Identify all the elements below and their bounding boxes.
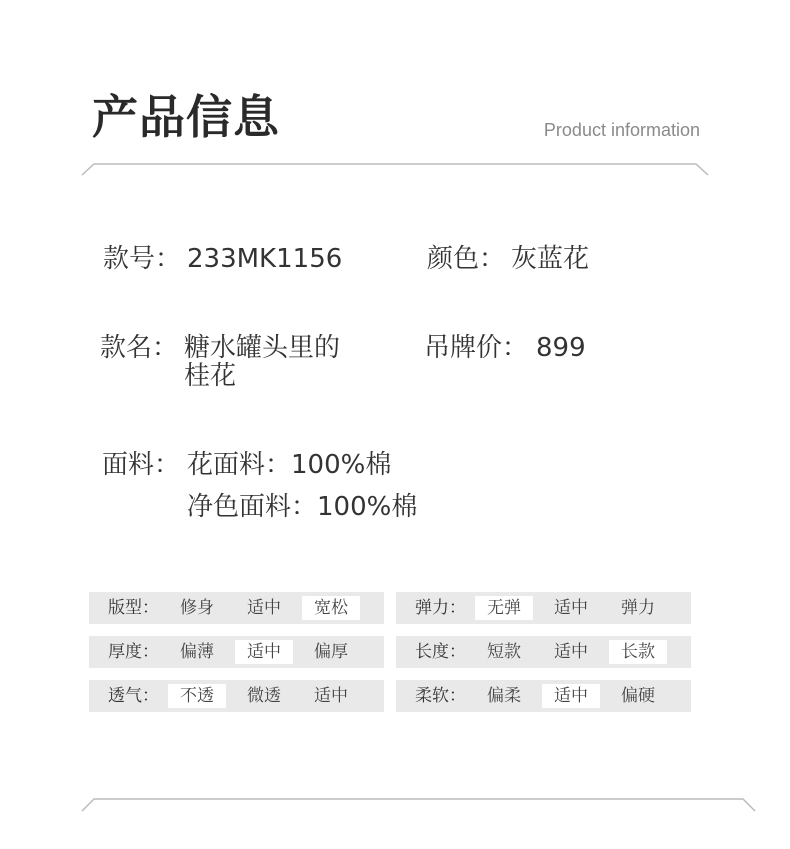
option-elasticity-stretch: 弹力 — [621, 598, 655, 618]
option-thickness-thick: 偏厚 — [314, 642, 348, 662]
option-breathability-slight: 微透 — [247, 686, 281, 706]
option-breathability-none: 不透 — [168, 684, 226, 708]
option-softness-medium: 适中 — [542, 684, 600, 708]
option-length-short: 短款 — [487, 642, 521, 662]
attribute-softness — [396, 680, 691, 712]
style-name-value-line1: 糖水罐头里的 — [184, 333, 341, 363]
option-softness-soft: 偏柔 — [487, 686, 521, 706]
style-name-value-line2: 桂花 — [184, 361, 237, 391]
option-elasticity-none: 无弹 — [475, 596, 533, 620]
option-thickness-thin: 偏薄 — [180, 642, 214, 662]
price-label: 吊牌价： — [424, 333, 529, 363]
top-divider — [0, 160, 790, 184]
attribute-length — [396, 636, 691, 668]
style-name-label: 款名： — [100, 333, 179, 363]
option-fit-slim: 修身 — [180, 598, 214, 618]
attribute-label: 版型： — [108, 598, 159, 618]
attribute-elasticity — [396, 592, 691, 624]
option-fit-loose: 宽松 — [302, 596, 360, 620]
color-label: 颜色： — [427, 244, 506, 274]
page-subtitle: Product information — [543, 120, 700, 140]
attribute-breathability — [89, 680, 384, 712]
bottom-divider — [0, 795, 790, 819]
page-title: 产品信息 — [92, 90, 280, 144]
style-number-label: 款号： — [103, 244, 182, 274]
attribute-label: 长度： — [415, 642, 466, 662]
attribute-fit — [89, 592, 384, 624]
attribute-label: 弹力： — [415, 598, 466, 618]
fabric-value-line2: 净色面料：100%棉 — [187, 492, 418, 522]
option-length-medium: 适中 — [554, 642, 588, 662]
style-number-value: 233MK1156 — [187, 244, 343, 274]
option-breathability-medium: 适中 — [314, 686, 348, 706]
attribute-label: 透气： — [108, 686, 159, 706]
fabric-value-line1: 花面料：100%棉 — [187, 450, 392, 480]
option-length-long: 长款 — [609, 640, 667, 664]
color-value: 灰蓝花 — [511, 244, 590, 274]
fabric-label: 面料： — [102, 450, 181, 480]
attribute-thickness — [89, 636, 384, 668]
attribute-label: 厚度： — [108, 642, 159, 662]
option-softness-firm: 偏硬 — [621, 686, 655, 706]
price-value: 899 — [536, 333, 586, 363]
attribute-label: 柔软： — [415, 686, 466, 706]
option-fit-regular: 适中 — [247, 598, 281, 618]
option-elasticity-medium: 适中 — [554, 598, 588, 618]
option-thickness-medium: 适中 — [235, 640, 293, 664]
